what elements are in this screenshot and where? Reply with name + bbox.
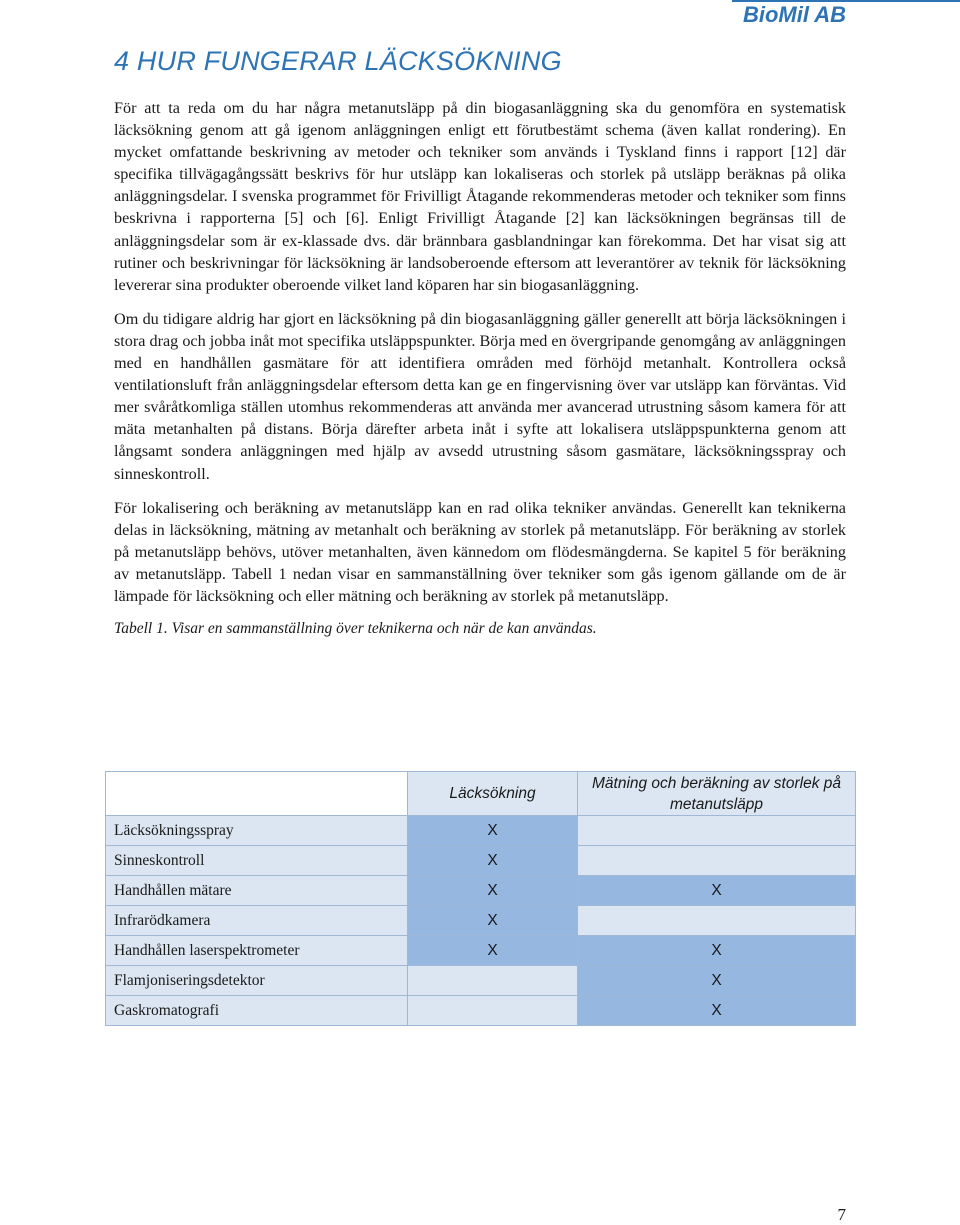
technique-name: Handhållen mätare	[106, 876, 408, 906]
measurement-mark: X	[578, 936, 856, 966]
leak-search-mark: X	[408, 846, 578, 876]
table-row	[106, 816, 856, 846]
technique-name: Läcksökningsspray	[106, 816, 408, 846]
leak-search-mark: X	[408, 876, 578, 906]
table-row	[106, 936, 856, 966]
measurement-mark	[578, 906, 856, 936]
table-row	[106, 966, 856, 996]
leak-search-mark: X	[408, 816, 578, 846]
paragraph-techniques: För lokalisering och beräkning av metanutsläpp kan en rad olika tekniker användas. Generellt kan teknikerna delas in läcksökning, mätning av metanhalt och beräkning av storlek på metanutsläpp. För beräkning av storlek på metanutsläpp behövs, utöver metanhalten, även kännedom om flödesmängderna. Se kapitel 5 för beräkning av metanutsläpp. Tabell 1 nedan visar en sammanställning över tekniker som gås igenom gällande om de är lämpade för läcksökning och eller mätning och beräkning av storlek på metanutsläpp.	[114, 498, 846, 605]
measurement-mark: X	[578, 876, 856, 906]
column-header-measurement: Mätning och beräkning av storlek på metanutsläpp	[578, 772, 856, 816]
measurement-mark	[578, 816, 856, 846]
table-header-empty	[106, 772, 408, 816]
measurement-mark: X	[578, 966, 856, 996]
leak-search-mark	[408, 966, 578, 996]
column-header-leak-search: Läcksökning	[408, 772, 578, 816]
table-header-row	[106, 772, 856, 816]
techniques-table	[105, 771, 856, 1026]
paragraph-procedure: Om du tidigare aldrig har gjort en läcksökning på din biogasanläggning gäller generellt att börja läcksökningen i stora drag och jobba inåt mot specifika utsläppspunkter. Börja med en övergripande genomgång av anläggningen med en handhållen gasmätare för att identifiera områden med förhöjd metanhalt. Kontrollera också ventilationsluft från anläggningsdelar eftersom detta kan ge en fingervisning över var utsläpp kan förväntas. Vid mer svåråtkomliga ställen utomhus rekommenderas att använda mer avancerad utrustning såsom kamera för att mäta metanhalten på distans. Börja därefter arbeta inåt i syfte att lokalisera utsläppspunkterna genom att långsamt sondera anläggningen med hjälp av avsedd utrustning såsom gasmätare, läcksökningsspray och sinneskontroll.	[114, 309, 846, 483]
table-row	[106, 996, 856, 1026]
technique-name: Flamjoniseringsdetektor	[106, 966, 408, 996]
body-text	[114, 97, 846, 639]
technique-name: Sinneskontroll	[106, 846, 408, 876]
paragraph-intro: För att ta reda om du har några metanutsläpp på din biogasanläggning ska du genomföra en systematisk läcksökning genom att gå igenom anläggningen enligt ett förutbestämt schema (även kallat rondering). En mycket omfattande beskrivning av metoder och tekniker som används i Tyskland finns i rapport [12] där specifika tillvägagångssätt beskrivs för hur utsläpp kan lokaliseras och storlek på utsläpp beräknas på olika anläggningsdelar. I svenska programmet för Frivilligt Åtagande rekommenderas metoder och tekniker som finns beskrivna i rapporterna [5] och [6]. Enligt Frivilligt Åtagande [2] kan läcksökningen begränsas till de anläggningsdelar som är ex-klassade dvs. där brännbara gasblandningar kan förekomma. Det har visat sig att rutiner och beskrivningar för läcksökning är landsoberoende eftersom att leverantörer av teknik för läcksökning levererar sina produkter oberoende vilket land köparen har sin biogasanläggning.	[114, 99, 846, 294]
technique-name: Gaskromatografi	[106, 996, 408, 1026]
leak-search-mark: X	[408, 936, 578, 966]
table-row	[106, 876, 856, 906]
table-row	[106, 906, 856, 936]
table-row	[106, 846, 856, 876]
measurement-mark	[578, 846, 856, 876]
technique-name: Infrarödkamera	[106, 906, 408, 936]
leak-search-mark: X	[408, 906, 578, 936]
table-caption: Tabell 1. Visar en sammanställning över teknikerna och när de kan användas.	[114, 620, 597, 638]
page-number: 7	[837, 1205, 846, 1224]
brand-name: BioMil AB	[742, 2, 846, 27]
leak-search-mark	[408, 996, 578, 1026]
technique-name: Handhållen laserspektrometer	[106, 936, 408, 966]
measurement-mark: X	[578, 996, 856, 1026]
section-heading: 4 HUR FUNGERAR LÄCKSÖKNING	[114, 46, 562, 76]
